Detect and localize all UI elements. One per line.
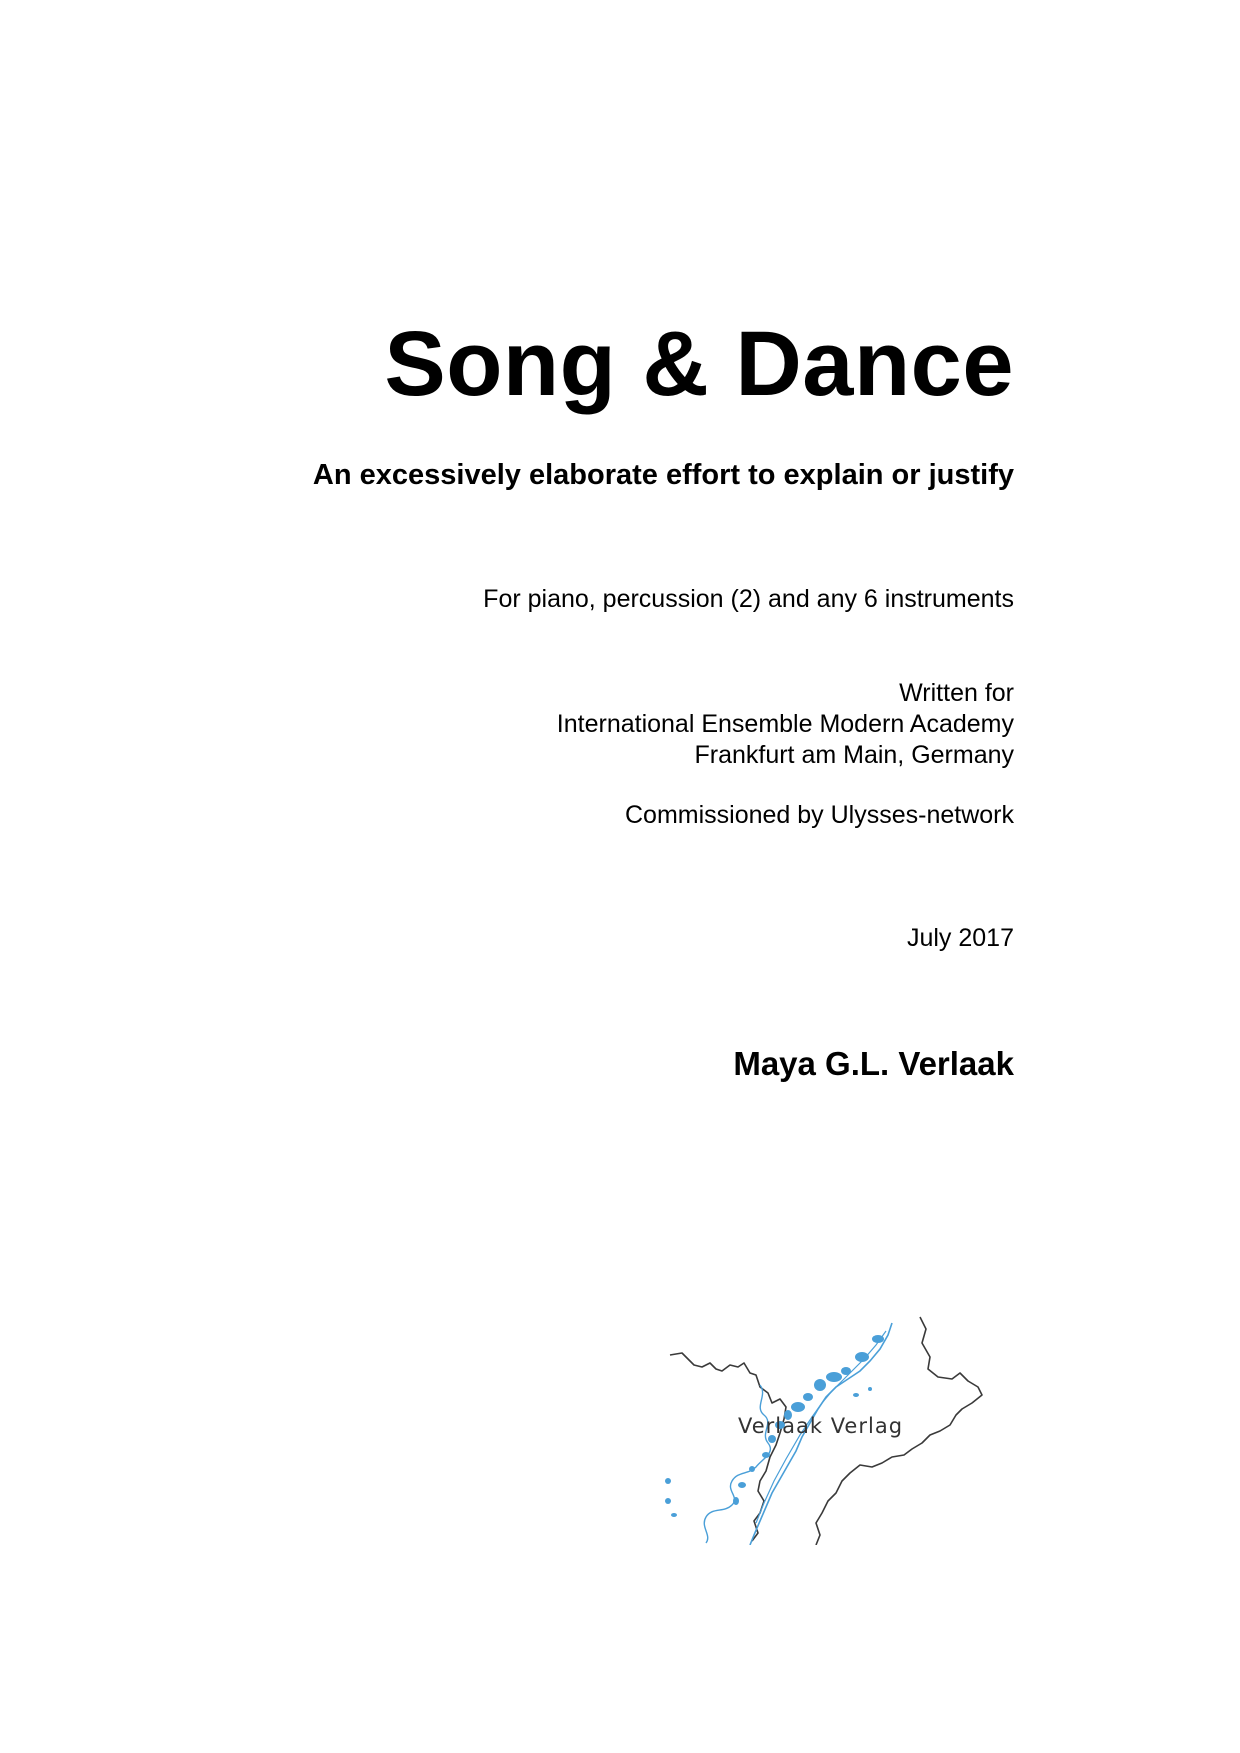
composition-date: July 2017 [906, 924, 1014, 952]
commission-note: Commissioned by Ulysses-network [624, 801, 1014, 829]
written-for-label: Written for [899, 679, 1014, 707]
page-title: Song & Dance [384, 313, 1014, 415]
instrumentation: For piano, percussion (2) and any 6 instruments [483, 585, 1014, 613]
border-line [670, 1353, 786, 1541]
composer-name: Maya G.L. Verlaak [733, 1045, 1014, 1082]
ensemble-name: International Ensemble Modern Academy [556, 710, 1014, 738]
subtitle: An excessively elaborate effort to explain or justify [312, 459, 1014, 491]
publisher-name: Verlaak Verlag [738, 1414, 904, 1438]
river-map-logo-icon [660, 1315, 1000, 1545]
written-for-block [557, 678, 1014, 771]
ensemble-location: Frankfurt am Main, Germany [694, 741, 1014, 769]
